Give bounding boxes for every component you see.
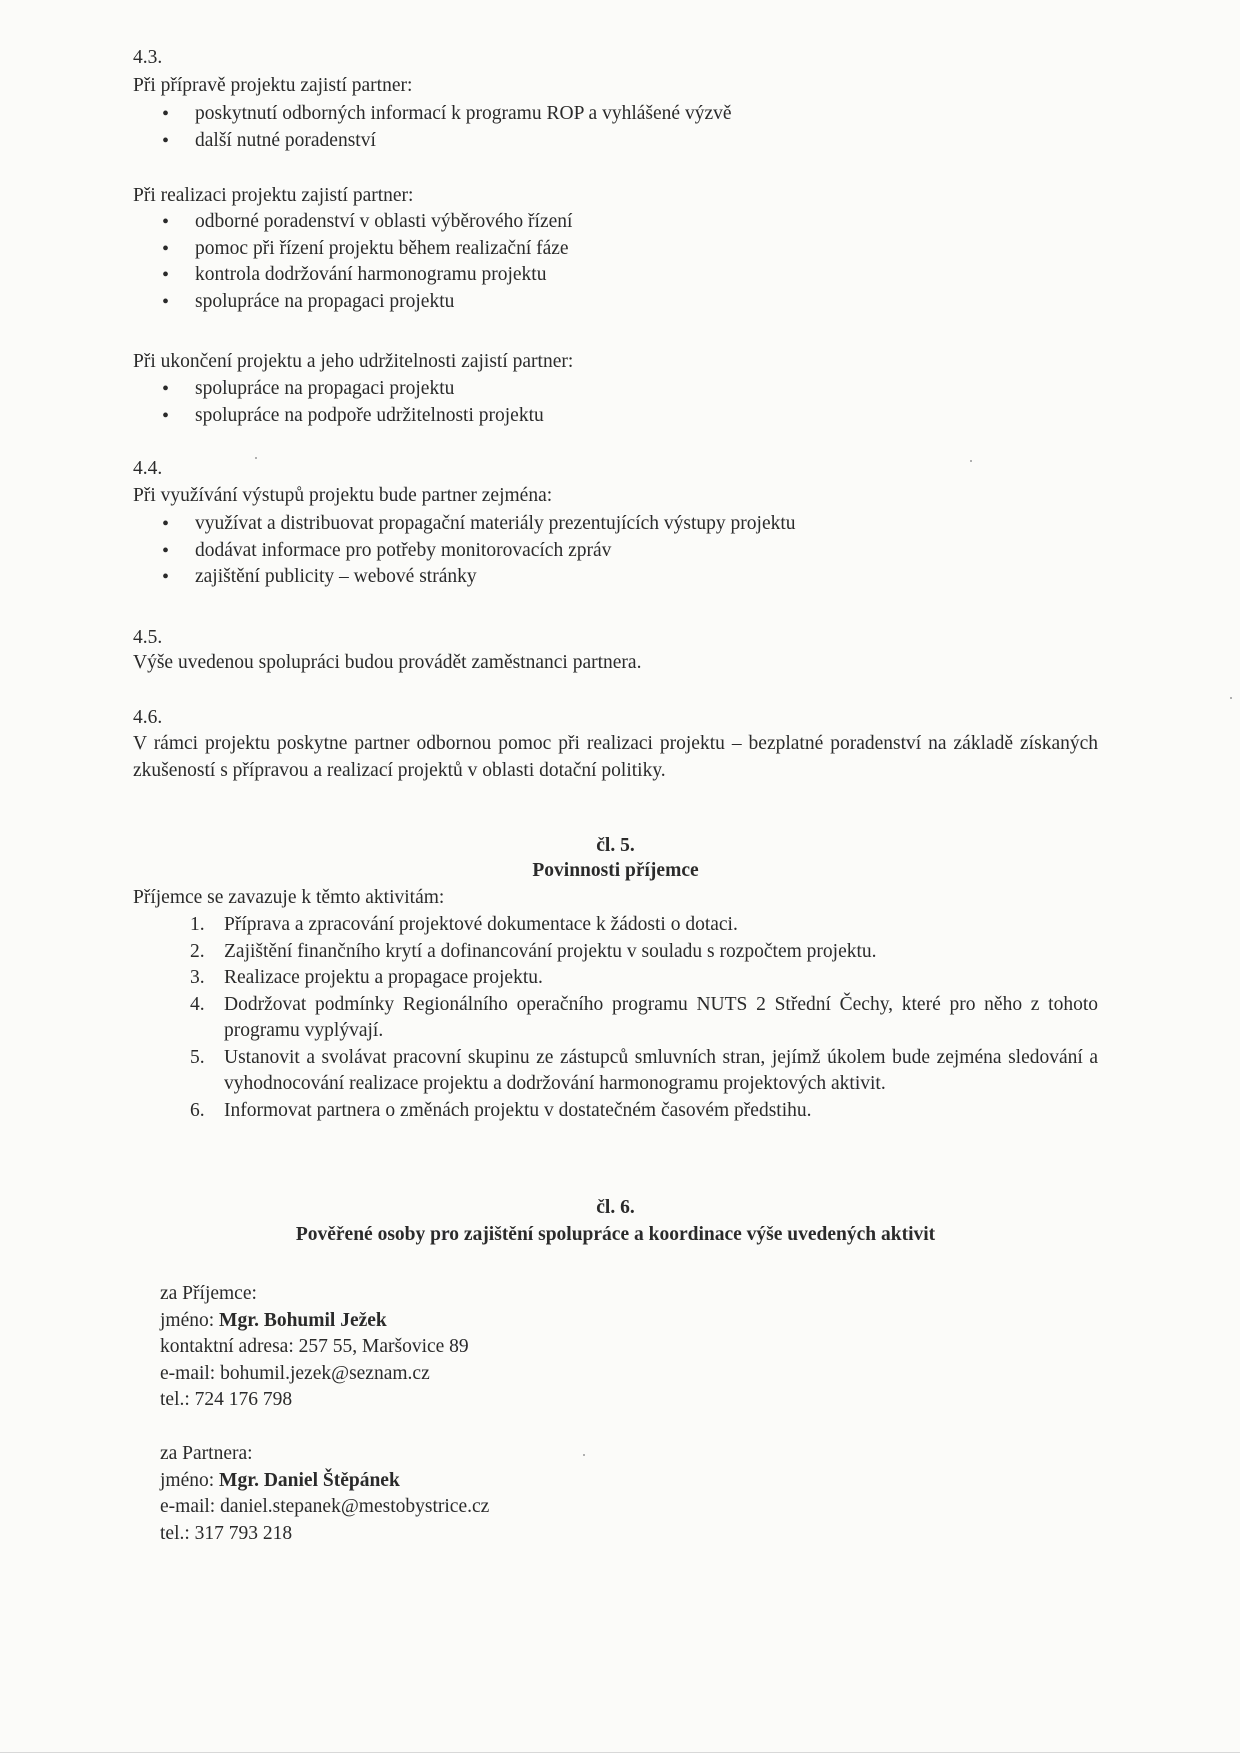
scan-speck <box>583 1454 585 1456</box>
section-4-4-number: 4.4. <box>133 458 163 479</box>
recipient-name-line <box>160 1308 469 1335</box>
list-item: • kontrola dodržování harmonogramu projektu <box>155 262 572 289</box>
list-item: • zajištění publicity – webové stránky <box>155 564 796 591</box>
recipient-address: kontaktní adresa: 257 55, Maršovice 89 <box>160 1336 469 1357</box>
list-item <box>190 992 1098 1045</box>
list-number: 1. <box>190 914 205 935</box>
list-item: • spolupráce na propagaci projektu <box>155 289 572 316</box>
section-4-5-text: Výše uvedenou spolupráci budou provádět zaměstnanci partnera. <box>133 652 642 673</box>
list-item: • pomoc při řízení projektu během realizační fáze <box>155 236 572 263</box>
list-item: • spolupráce na propagaci projektu <box>155 376 544 403</box>
list-item <box>190 1098 1098 1125</box>
section-4-6-number: 4.6. <box>133 707 163 728</box>
article-5-list <box>190 912 1098 1124</box>
section-4-3-number: 4.3. <box>133 47 163 68</box>
list-item: • odborné poradenství v oblasti výběrového řízení <box>155 209 572 236</box>
recipient-heading: za Příjemce: <box>160 1283 257 1304</box>
list-item <box>190 912 1098 939</box>
section-4-4-list <box>155 511 796 591</box>
article-6-title: Pověřené osoby pro zajištění spolupráce a koordinace výše uvedených aktivit <box>295 1224 936 1245</box>
list-number: 5. <box>190 1046 205 1068</box>
list-text: Ustanovit a svolávat pracovní skupinu ze zástupců smluvních stran, jejímž úkolem bude zejména sledování a vyhodnocování realizace projektu a dodržování harmonogramu projektových aktivit. <box>224 1046 1098 1094</box>
list-item: • poskytnutí odborných informací k programu ROP a vyhlášené výzvě <box>155 101 732 128</box>
partner-heading: za Partnera: <box>160 1443 253 1464</box>
section-4-3-end-list <box>155 376 544 429</box>
recipient-email: e-mail: bohumil.jezek@seznam.cz <box>160 1362 430 1384</box>
list-item: • další nutné poradenství <box>155 128 732 155</box>
list-text: Realizace projektu a propagace projektu. <box>224 967 543 988</box>
section-4-6-text: V rámci projektu poskytne partner odbornou pomoc při realizaci projektu – bezplatné poradenství na základě získaných zkušeností s přípravou a realizací projektů v oblasti dotační politiky. <box>133 733 1098 781</box>
list-text: Zajištění finančního krytí a dofinancování projektu v souladu s rozpočtem projektu. <box>224 940 877 962</box>
section-4-3-prep-intro: Při přípravě projektu zajistí partner: <box>133 75 413 96</box>
partner-email: e-mail: daniel.stepanek@mestobystrice.cz <box>160 1496 490 1517</box>
list-text: Dodržovat podmínky Regionálního operačního programu NUTS 2 Střední Čechy, které pro něho z tohoto programu vyplývají. <box>224 993 1098 1041</box>
section-4-3-real-list <box>155 209 572 315</box>
scan-speck <box>1230 697 1232 699</box>
section-4-3-prep-list <box>155 101 732 154</box>
scan-speck <box>255 457 257 459</box>
scan-speck <box>970 460 972 462</box>
section-4-3-end-intro: Při ukončení projektu a jeho udržitelnosti zajistí partner: <box>133 351 574 372</box>
article-6-number: čl. 6. <box>596 1197 635 1218</box>
recipient-name: Mgr. Bohumil Ježek <box>219 1309 387 1331</box>
article-5-intro: Příjemce se zavazuje k těmto aktivitám: <box>133 887 445 908</box>
list-item: • využívat a distribuovat propagační materiály prezentujících výstupy projektu <box>155 511 796 538</box>
article-5-number: čl. 5. <box>596 835 635 856</box>
list-number: 2. <box>190 940 205 962</box>
list-text: Příprava a zpracování projektové dokumentace k žádosti o dotaci. <box>224 914 738 935</box>
partner-contact-block <box>160 1441 489 1547</box>
list-text: Informovat partnera o změnách projektu v dostatečném časovém předstihu. <box>224 1099 812 1121</box>
list-number: 3. <box>190 967 205 988</box>
list-item <box>190 939 1098 966</box>
list-item: • dodávat informace pro potřeby monitorovacích zpráv <box>155 538 796 565</box>
recipient-name-label: jméno: <box>160 1309 215 1331</box>
partner-name-line <box>160 1468 489 1495</box>
partner-name-label: jméno: <box>160 1469 215 1491</box>
partner-phone: tel.: 317 793 218 <box>160 1522 293 1544</box>
section-4-5-number: 4.5. <box>133 627 163 648</box>
recipient-phone: tel.: 724 176 798 <box>160 1389 293 1410</box>
list-item: • spolupráce na podpoře udržitelnosti projektu <box>155 403 544 430</box>
list-item <box>190 965 1098 992</box>
list-number: 6. <box>190 1099 205 1121</box>
section-4-3-real-intro: Při realizaci projektu zajistí partner: <box>133 185 414 206</box>
recipient-contact-block <box>160 1281 469 1414</box>
article-5-title: Povinnosti příjemce <box>532 860 699 881</box>
list-number: 4. <box>190 993 205 1015</box>
list-item <box>190 1045 1098 1098</box>
section-4-4-intro: Při využívání výstupů projektu bude partner zejména: <box>133 485 553 506</box>
partner-name: Mgr. Daniel Štěpánek <box>219 1469 400 1491</box>
